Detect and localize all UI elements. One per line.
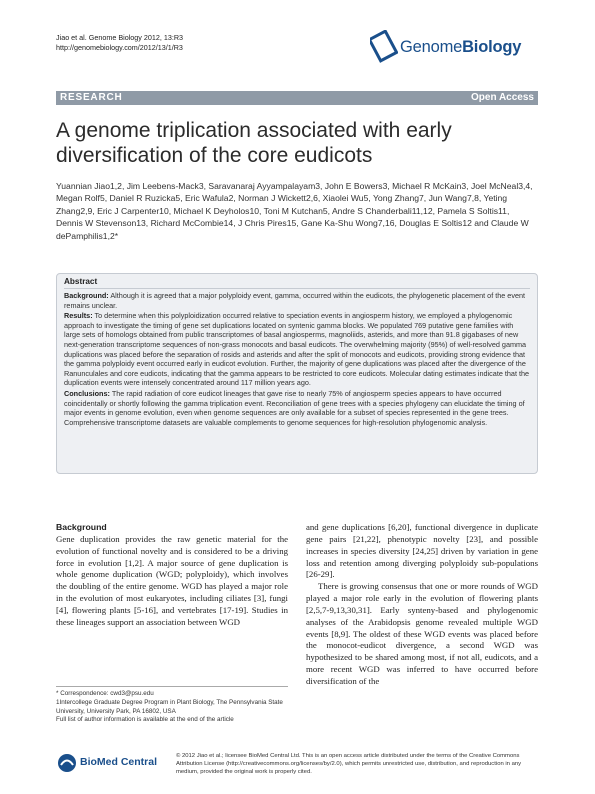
citation-header xyxy=(56,33,183,53)
open-access-label: Open Access xyxy=(471,92,534,103)
logo-icon xyxy=(370,30,398,64)
article-title: A genome triplication associated with early diversification of the core eudicots xyxy=(56,119,452,167)
license-text: © 2012 Jiao et al.; licensee BioMed Central Ltd. This is an open access article distributed under the terms of the Creative Commons Attribution License (http://creativecommons.org/licenses/by/2.0), which permits unrestricted use, distribution, and reproduction in any medium, provided the original work is properly cited. xyxy=(176,753,522,776)
genome-biology-logo[interactable] xyxy=(370,30,546,66)
abstract-background: Background: Although it is agreed that a major polyploidy event, gamma, occurred within the eudicots, the phylogenetic placement of the event remains unclear. xyxy=(64,291,526,310)
footnotes xyxy=(56,690,288,725)
abstract-heading: Abstract xyxy=(64,277,530,289)
body-paragraph: and gene duplications [6,20], functional divergence in duplicate gene pairs [21,22], phenotypic novelty [23], and possible increases in species diversity [24,25] driven by variation in gene loss and retention among diverging polyploidy sub-populations [26-29]. xyxy=(306,522,538,580)
author-info-note: Full list of author information is available at the end of the article xyxy=(56,716,234,724)
bmc-wordmark: BioMed Central xyxy=(80,756,158,768)
abstract-box xyxy=(56,273,538,474)
abstract-conclusions: Conclusions: The rapid radiation of core eudicot lineages that gave rise to nearly 75% of angiosperm species appears to have occurred coincidentally or shortly following the gamma triplication event. Reconciliation of gene trees with a species phylogeny can elucidate the timing of major events in genome evolution, even when genome sequences are only available for a subset of species represented in the gene trees. Comprehensive transcriptome datasets are valuable complements to genome sequences for high-resolution phylogenomic analysis. xyxy=(64,388,525,427)
body-paragraph: Gene duplication provides the raw genetic material for the evolution of functional novelty and is considered to be a driving force in evolution [1,2]. A major source of gene duplication is whole genome duplication (WGD; polyploidy), which involves the doubling of the entire genome. WGD has played a major role in the evolution of most eukaryotes, including ciliates [3], fungi [4], flowering plants [5-16], and vertebrates [17-19]. Studies in these lineages support an association between WGD xyxy=(56,533,288,627)
body-paragraph: There is growing consensus that one or more rounds of WGD played a major role early in the evolution of flowering plants [2,5,7-9,13,30,31]. Early synteny-based and phylogenomic analyses of the Arabidopsis genome revealed multiple WGD events [8,9]. The oldest of these WGD events was placed before the monocot-eudicot divergence, a second WGD was hypothesized to be shared among most, if not all, eudicots, and a more recent WGD was inferred to have occurred before diversification of the xyxy=(306,581,538,686)
correspondence-note: * Correspondence: cwd3@psu.edu xyxy=(56,690,154,697)
article-type-label: RESEARCH xyxy=(60,92,123,103)
footnote-divider xyxy=(56,686,288,687)
article-url[interactable]: http://genomebiology.com/2012/13/1/R3 xyxy=(56,43,183,52)
body-column-left xyxy=(56,522,288,629)
logo-wordmark: GenomeBiology xyxy=(400,38,522,56)
abstract-results: Results: To determine when this polyploidization occurred relative to speciation events in angiosperm history, we employed a phylogenomic approach to investigate the timing of gene set duplications located on syntenic gamma blocks. We populated 769 putative gene families with large sets of homologs obtained from public transcriptomes of basal angiosperms, magnoliids, asterids, and more than 91.8 gigabases of new next-generation transcriptome sequences of non-grass monocots and basal eudicots. The overwhelming majority (95%) of well-resolved gamma duplications was placed before the separation of rosids and asterids and after the split of monocots and eudicots, providing strong evidence that the gamma polyploidy event occurred early in eudicot evolution. Further, the majority of gene duplications was placed after the divergence of the Ranunculales and core eudicots, indicating that the gamma appears to be restricted to core eudicots. Molecular dating estimates indicate that the duplication events were intensely concentrated around 117 million years ago. xyxy=(64,311,530,388)
article-type-banner xyxy=(56,91,538,105)
background-heading: Background xyxy=(56,522,107,532)
affiliation-note: 1Intercollege Graduate Degree Program in Plant Biology, The Pennsylvania State University, University Park, PA 16802, USA xyxy=(56,698,283,715)
citation-line: Jiao et al. Genome Biology 2012, 13:R3 xyxy=(56,33,184,42)
bmc-icon xyxy=(56,753,78,773)
body-column-right xyxy=(306,522,538,688)
biomed-central-logo[interactable] xyxy=(56,752,176,774)
author-list: Yuannian Jiao1,2, Jim Leebens-Mack3, Saravanaraj Ayyampalayam3, John E Bowers3, Michael R McKain3, Joel McNeal3,4, Megan Rolf5, Daniel R Ruzicka5, Eric Wafula2, Norman J Wickett2,6, Xiaolei Wu5, Yong Zhang7, Jun Wang7,8, Yeting Zhang2,9, Eric J Carpenter10, Michael K Deyholos10, Toni M Kutchan5, Andre S Chanderbali11,12, Pamela S Soltis11, Dennis W Stevenson13, Richard McCombie14, J Chris Pires15, Gane Ka-Shu Wong7,16, Douglas E Soltis12 and Claude W dePamphilis1,2* xyxy=(56,181,533,241)
